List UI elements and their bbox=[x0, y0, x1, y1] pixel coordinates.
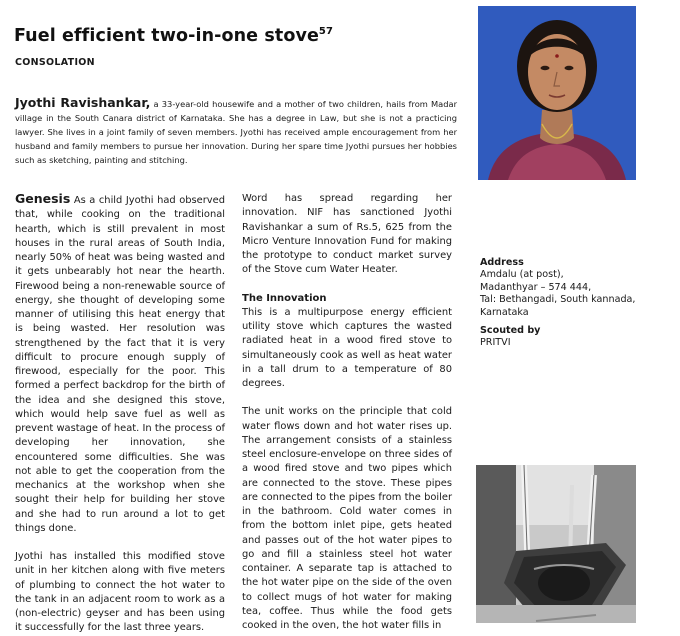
footnote-strip bbox=[60, 617, 480, 623]
column-right bbox=[242, 192, 452, 633]
address-heading: Address bbox=[480, 257, 524, 268]
section-label: CONSOLATION bbox=[15, 57, 95, 68]
innovation-paragraph: This is a multipurpose energy efficient utility stove which captures the wasted radiated heat in a wood fired stove to simultaneously cook as well as heat water in a tall drum to a temperature of 80 degrees. bbox=[242, 306, 452, 389]
intro-paragraph bbox=[15, 96, 457, 167]
scouted-heading: Scouted by bbox=[480, 325, 541, 336]
portrait-photo bbox=[478, 6, 636, 180]
genesis-paragraph: Genesis As a child Jyothi had observed that, while cooking on the traditional hearth, which is still prevalent in most houses in the rural areas of South India, nearly 50% of heat was being wasted and it gets unbearably hot near the hearth. Firewood being a non-renewable source of energy, she thought of developing some manner of utilising this heat energy that is being wasted. Her resolution was strengthened by the fact that it is very difficult to procure enough supply of firewood, especially for the poor. This formed a perfect backdrop for the birth of the idea and she designed this stove, which would help save fuel as well as prevent wastage of heat. In the process of developing her innovation, she encountered some difficulties. She was not able to get the cooperation from the mechanics at the workshop when she sought their help for building her stove and she had to run around a lot to get things done. bbox=[15, 191, 225, 534]
innovation-heading: The Innovation bbox=[242, 292, 327, 304]
column-left bbox=[15, 192, 225, 636]
nif-paragraph: Word has spread regarding her innovation. NIF has sanctioned Jyothi Ravishankar a sum of Rs.5, 625 from the Micro Venture Innovation Fund for making the prototype to conduct market survey of the Stove cum Water Heater. bbox=[242, 193, 452, 276]
stove-photo bbox=[476, 465, 636, 623]
scouted-name: PRITVI bbox=[480, 337, 511, 349]
address-block bbox=[480, 257, 645, 319]
footnote-ref: 57 bbox=[318, 26, 334, 38]
installation-paragraph: Jyothi has installed this modified stove unit in her kitchen along with five meters of plumbing to connect the hot water to the tank in an adjacent room to work as a (non-electric) geyser and has been using it successfully for the last three years. bbox=[15, 551, 225, 634]
scouted-block bbox=[480, 325, 540, 350]
innovator-name: Jyothi Ravishankar, bbox=[15, 95, 151, 110]
address-line: Tal: Bethangadi, South kannada, Karnataka bbox=[480, 294, 636, 318]
genesis-heading: Genesis bbox=[15, 191, 71, 206]
intro-text: a 33-year-old housewife and a mother of two children, hails from Madar village in the South Canara district of Karnataka. She has a degree in Law, but she is not a practicing lawyer. She lives in a joint family of seven members. Jyothi has received ample encouragement from her husband and family members to pursue her innovation. During her spare time Jyothi pursues her hobbies such as sketching, painting and stitching. bbox=[15, 99, 458, 166]
address-line: Amdalu (at post), bbox=[480, 269, 564, 281]
page-title: Fuel efficient two-in-one stove$^{57}$ bbox=[14, 26, 334, 46]
address-line: Madanthyar – 574 444, bbox=[480, 281, 592, 293]
principle-paragraph: The unit works on the principle that cold water flows down and hot water rises up. The arrangement consists of a stainless steel enclosure-envelope on three sides of a wood fired stove and two pipes which are connected to the stove. These pipes are connected to the pipes from the boiler in the bathroom. Cold water comes in from the bottom inlet pipe, gets heated and passes out of the hot water pipes to go and fill a stainless steel hot water container. A separate tap is attached to the hot water pipe on the side of the oven to collect mugs of hot water for making tea, coffee. Thus while the food gets cooked in the oven, the hot water fills in bbox=[242, 406, 452, 631]
